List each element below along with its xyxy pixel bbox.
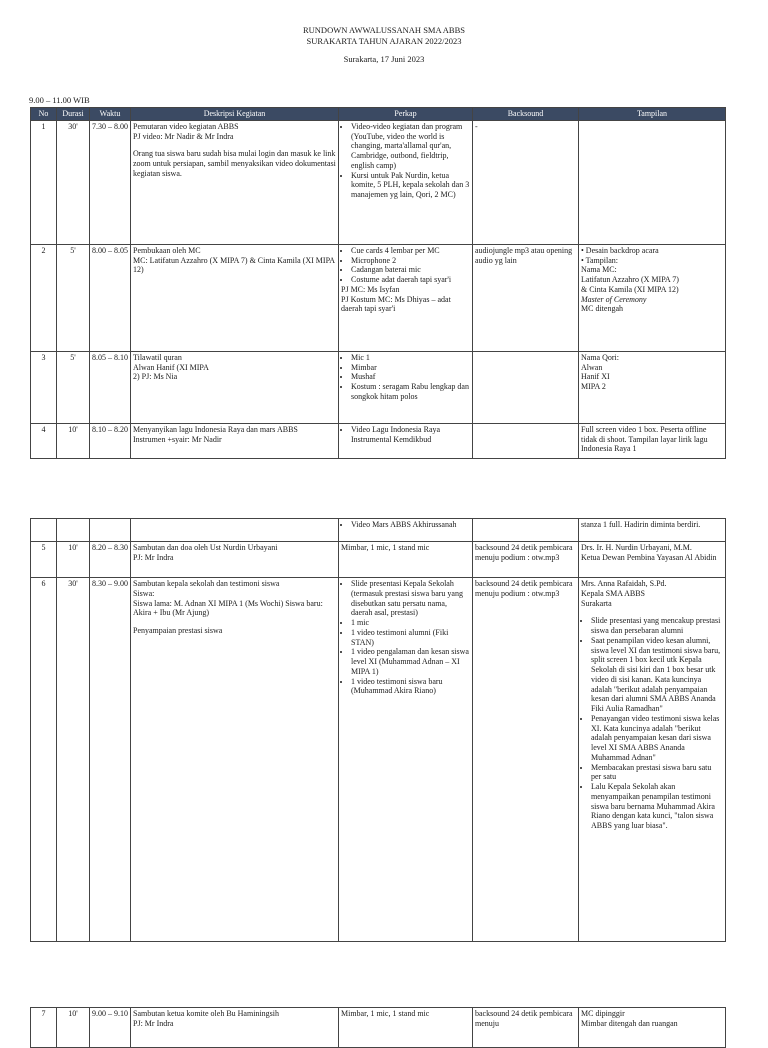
text-line: Sambutan ketua komite oleh Bu Haminingsih xyxy=(133,1009,279,1018)
cell-no: 1 xyxy=(31,120,57,244)
list-item: • 1 video testimoni siswa baru (Muhammad Akira Riano) xyxy=(351,677,470,697)
list-item: • Saat penampilan video kesan alumni, siswa level XI dan testimoni siswa baru, split screen 1 box kecil utk Kepala Sekolah di sisi kiri dan 1 box besar utk video di sisi kanan. Kata kuncinya adalah "berikut adalah penyampaian kesan dari alumni SMA ABBS Ananda Fiki Aulia Ramadhan" xyxy=(591,636,723,714)
text-line: Master of Ceremony xyxy=(581,294,647,304)
cell-perkap: Mimbar, 1 mic, 1 stand mic xyxy=(339,542,473,578)
list-item: • Costume adat daerah tapi syar'i xyxy=(351,275,470,285)
list-item: • Kostum : seragam Rabu lengkap dan songkok hitam polos xyxy=(351,382,470,402)
table-row xyxy=(31,542,726,578)
list-item: • 1 mic xyxy=(351,618,470,628)
rundown-table-1 xyxy=(30,107,726,459)
cell-waktu: 7.30 – 8.00 xyxy=(90,120,131,244)
cell-perkap xyxy=(339,120,473,244)
text-line: & Cinta Kamila (XI MIPA 12) xyxy=(581,284,679,294)
cell-waktu: 8.05 – 8.10 xyxy=(90,351,131,423)
cell-backsound: - xyxy=(473,120,579,244)
cell-durasi: 30' xyxy=(57,578,90,942)
cell-deskripsi xyxy=(131,519,339,542)
cell-tampilan xyxy=(579,578,726,942)
table-row xyxy=(31,244,726,351)
cell-tampilan xyxy=(579,351,726,423)
cell-perkap: Mimbar, 1 mic, 1 stand mic xyxy=(339,1008,473,1048)
cell-tampilan: Full screen video 1 box. Peserta offline tidak di shoot. Tampilan layar lirik lagu Indonesia Raya 1 xyxy=(579,423,726,458)
text-line: MC dipinggir xyxy=(581,1009,625,1018)
list-item: • Video Lagu Indonesia Raya Instrumental Kemdikbud xyxy=(351,425,470,445)
text-line: Pembukaan oleh MC xyxy=(133,245,201,255)
table-header-row xyxy=(31,108,726,121)
text-line: PJ Kostum MC: Ms Dhiyas – adat daerah tapi syar'i xyxy=(341,294,451,314)
list-item: • 1 video pengalaman dan kesan siswa level XI (Muhammad Adnan – XI MIPA 1) xyxy=(351,647,470,676)
text-line: Ketua Dewan Pembina Yayasan Al Abidin xyxy=(581,552,717,562)
cell-durasi: 5' xyxy=(57,351,90,423)
cell-waktu: 8.00 – 8.05 xyxy=(90,244,131,351)
text-line: Alwan Hanif (XI MIPA xyxy=(133,362,209,372)
cell-deskripsi xyxy=(131,542,339,578)
list-item: • 1 video testimoni alumni (Fiki STAN) xyxy=(351,628,470,648)
text-line: MC: Latifatun Azzahro (X MIPA 7) & Cinta Kamila (XI MIPA 12) xyxy=(133,255,335,275)
cell-no: 2 xyxy=(31,244,57,351)
cell-perkap xyxy=(339,244,473,351)
text-line: • Tampilan: xyxy=(581,255,618,265)
cell-tampilan: stanza 1 full. Hadirin diminta berdiri. xyxy=(579,519,726,542)
text-line: PJ: Mr Indra xyxy=(133,552,174,562)
text-line: 2) PJ: Ms Nia xyxy=(133,372,178,382)
cell-durasi: 10' xyxy=(57,542,90,578)
col-durasi: Durasi xyxy=(57,108,90,121)
doc-date: Surakarta, 17 Juni 2023 xyxy=(343,54,425,64)
text-line: Orang tua siswa baru sudah bisa mulai login dan masuk ke link zoom untuk persiapan, sambil menyaksikan video dokumentasi kegiatan siswa. xyxy=(133,149,336,178)
text-line: Penyampaian prestasi siswa xyxy=(133,626,223,635)
col-perkap: Perkap xyxy=(339,108,473,121)
cell-no: 5 xyxy=(31,542,57,578)
table-row xyxy=(31,351,726,423)
cell-perkap xyxy=(339,578,473,942)
text-line: PJ video: Mr Nadir & Mr Indra xyxy=(133,131,234,141)
text-line: Latifatun Azzahro (X MIPA 7) xyxy=(581,275,679,284)
list-item: • Slide presentasi Kepala Sekolah (termasuk prestasi siswa baru yang disebutkan satu persatu nama, daerah asal, prestasi) xyxy=(351,579,470,618)
text-line: Nama Qori: xyxy=(581,352,619,362)
rundown-table-2 xyxy=(30,518,726,942)
text-line: Instrumen +syair: Mr Nadir xyxy=(133,434,222,444)
col-deskripsi: Deskripsi Kegiatan xyxy=(131,108,339,121)
list-item: • Slide presentasi yang mencakup prestasi siswa dan persebaran alumni xyxy=(591,616,723,636)
cell-tampilan xyxy=(579,120,726,244)
list-item: • Membacakan prestasi siswa baru satu per satu xyxy=(591,763,723,783)
list-item: • Penayangan video testimoni siswa kelas XI. Kata kuncinya adalah "berikut adalah penyampaian kesan dari siswa level XI SMA ABBS Ananda Muhammad Adnan" xyxy=(591,714,723,763)
list-item: • Mic 1 xyxy=(351,353,470,363)
text-line: • Desain backdrop acara xyxy=(581,245,659,255)
cell-perkap xyxy=(339,423,473,458)
cell-perkap xyxy=(339,351,473,423)
cell-durasi: 30' xyxy=(57,120,90,244)
col-backsound: Backsound xyxy=(473,108,579,121)
list-item: • Lalu Kepala Sekolah akan menyampaikan penampilan testimoni siswa baru bernama Muhammad Akira Riano dengan kata kunci, "talon siswa ABBS yang luar biasa". xyxy=(591,782,723,831)
cell-backsound xyxy=(473,519,579,542)
cell-waktu: 8.20 – 8.30 xyxy=(90,542,131,578)
text-line: Alwan xyxy=(581,362,603,372)
table-row xyxy=(31,1008,726,1048)
cell-deskripsi xyxy=(131,244,339,351)
cell-tampilan xyxy=(579,542,726,578)
text-line: Surakarta xyxy=(581,598,612,608)
list-item: • Kursi untuk Pak Nurdin, ketua komite, 5 PLH, kepala sekolah dan 3 manajemen yg lain, Qori, 2 MC) xyxy=(351,171,470,200)
list-item: • Cue cards 4 lembar per MC xyxy=(351,246,470,256)
cell-backsound: backsound 24 detik pembicara menuju podium : otw.mp3 xyxy=(473,542,579,578)
text-line: Siswa lama: M. Adnan XI MIPA 1 (Ms Wochi) Siswa baru: Akira + Ibu (Mr Ajung) xyxy=(133,598,323,618)
cell-waktu: 9.00 – 9.10 xyxy=(90,1008,131,1048)
cell-perkap xyxy=(339,519,473,542)
cell-durasi: 10' xyxy=(57,1008,90,1048)
cell-backsound: audiojungle mp3 atau opening audio yg lain xyxy=(473,244,579,351)
cell-backsound xyxy=(473,423,579,458)
text-line: Menyanyikan lagu Indonesia Raya dan mars ABBS xyxy=(133,424,298,434)
cell-tampilan xyxy=(579,1008,726,1048)
col-no: No xyxy=(31,108,57,121)
cell-no: 3 xyxy=(31,351,57,423)
table-row xyxy=(31,519,726,542)
cell-durasi xyxy=(57,519,90,542)
cell-no xyxy=(31,519,57,542)
text-line: Mimbar ditengah dan ruangan xyxy=(581,1018,678,1028)
list-item: • Microphone 2 xyxy=(351,256,470,266)
cell-deskripsi xyxy=(131,578,339,942)
cell-no: 4 xyxy=(31,423,57,458)
cell-waktu xyxy=(90,519,131,542)
cell-deskripsi xyxy=(131,120,339,244)
cell-waktu: 8.30 – 9.00 xyxy=(90,578,131,942)
table-row xyxy=(31,578,726,942)
cell-backsound: backsound 24 detik pembicara menuju xyxy=(473,1008,579,1048)
table-row xyxy=(31,120,726,244)
cell-waktu: 8.10 – 8.20 xyxy=(90,423,131,458)
text-line: Kepala SMA ABBS xyxy=(581,588,646,598)
cell-deskripsi xyxy=(131,1008,339,1048)
text-line: Sambutan dan doa oleh Ust Nurdin Urbayani xyxy=(133,543,278,552)
list-item: • Mushaf xyxy=(351,372,470,382)
cell-no: 6 xyxy=(31,578,57,942)
cell-durasi: 5' xyxy=(57,244,90,351)
cell-backsound xyxy=(473,351,579,423)
cell-tampilan xyxy=(579,244,726,351)
doc-title-line1: RUNDOWN AWWALUSSANAH SMA ABBS xyxy=(302,25,466,35)
text-line: Sambutan kepala sekolah dan testimoni siswa xyxy=(133,579,280,588)
rundown-table-3 xyxy=(30,1007,726,1048)
text-line: MC ditengah xyxy=(581,304,623,314)
text-line: Nama MC: xyxy=(581,265,617,275)
cell-deskripsi xyxy=(131,351,339,423)
text-line: Pemutaran video kegiatan ABBS xyxy=(133,121,239,131)
col-waktu: Waktu xyxy=(90,108,131,121)
cell-durasi: 10' xyxy=(57,423,90,458)
text-line: Drs. Ir. H. Nurdin Urbayani, M.M. xyxy=(581,543,692,552)
text-line: Mrs. Anna Rafaidah, S.Pd. xyxy=(581,579,667,588)
table-row xyxy=(31,423,726,458)
text-line: MIPA 2 xyxy=(581,382,606,391)
text-line: PJ: Mr Indra xyxy=(133,1018,174,1028)
text-line: Hanif XI xyxy=(581,372,610,382)
list-item: • Cadangan baterai mic xyxy=(351,265,470,275)
list-item: • Mimbar xyxy=(351,363,470,373)
text-line: Tilawatil quran xyxy=(133,352,182,362)
cell-deskripsi xyxy=(131,423,339,458)
text-line: Siswa: xyxy=(133,588,155,598)
col-tampilan: Tampilan xyxy=(579,108,726,121)
cell-backsound: backsound 24 detik pembicara menuju podium : otw.mp3 xyxy=(473,578,579,942)
cell-no: 7 xyxy=(31,1008,57,1048)
doc-title-line2: SURAKARTA TAHUN AJARAN 2022/2023 xyxy=(306,36,462,46)
list-item: • Video Mars ABBS Akhirussanah xyxy=(351,520,470,530)
list-item: • Video-video kegiatan dan program (YouTube, video the world is changing, marta'allamal qur'an, Cambridge, outbond, fieldtrip, english camp) xyxy=(351,122,470,171)
time-range: 9.00 – 11.00 WIB xyxy=(29,95,90,105)
text-line: PJ MC: Ms Isyfan xyxy=(341,284,400,294)
